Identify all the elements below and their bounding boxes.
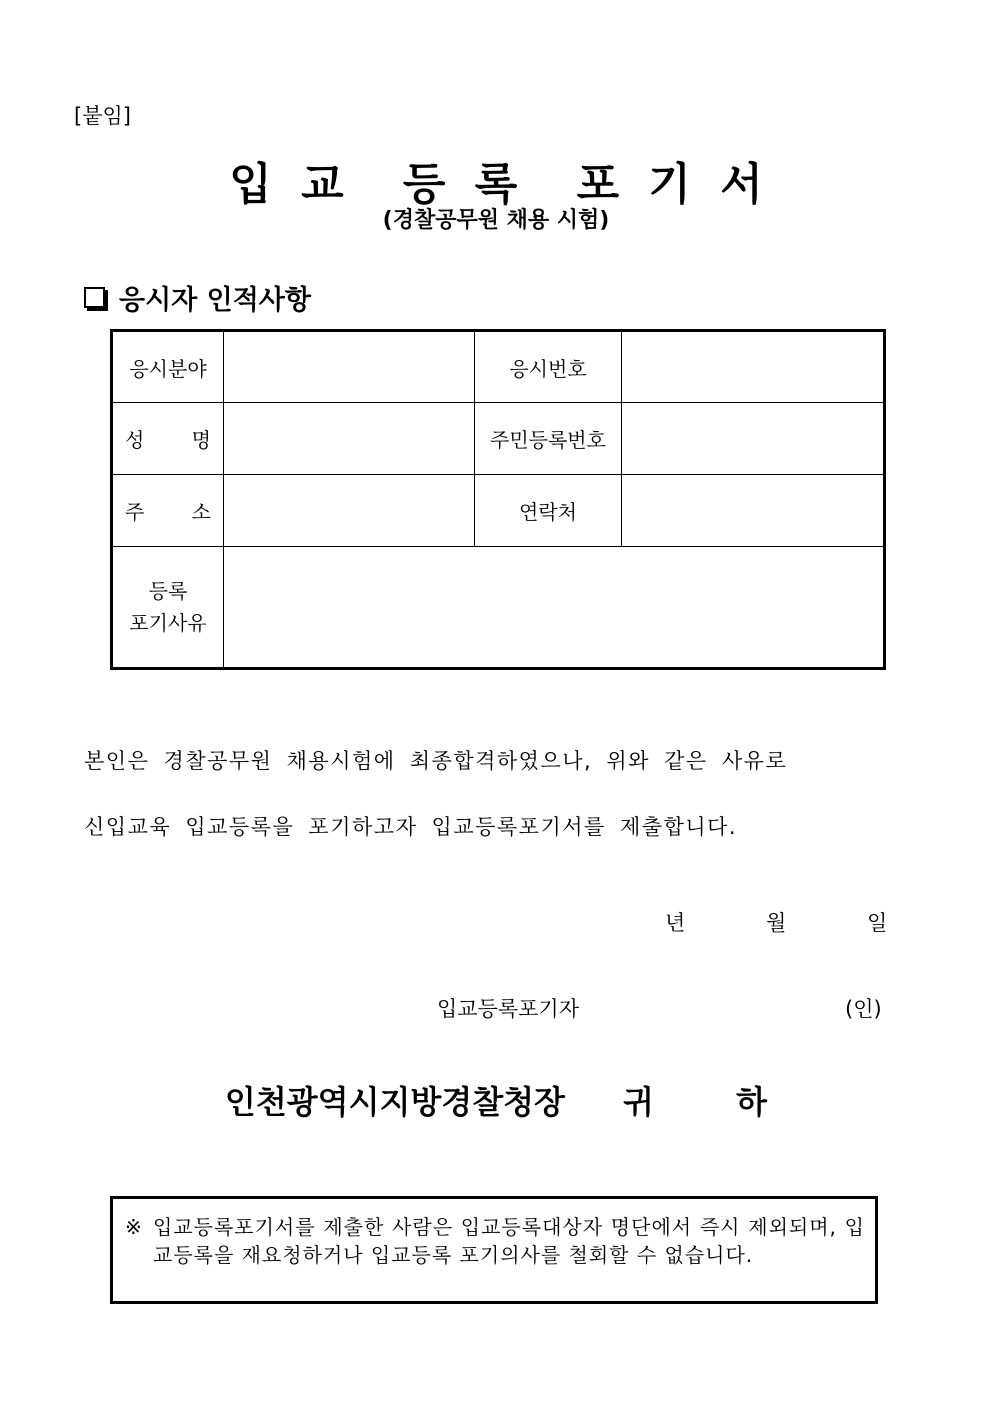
contact-input[interactable]: [622, 475, 885, 547]
reference-mark-icon: ※: [125, 1215, 142, 1239]
section-heading: [84, 278, 311, 317]
label-name: [112, 403, 224, 475]
table-row: [112, 475, 885, 547]
label-name-part: 성: [125, 428, 145, 452]
table-row: [112, 331, 885, 403]
label-address-part: 소: [191, 500, 211, 524]
address-input[interactable]: [224, 475, 475, 547]
label-contact: 연락처: [475, 475, 622, 547]
withdrawal-reason-input[interactable]: [224, 547, 885, 669]
name-input[interactable]: [224, 403, 475, 475]
attachment-label: [붙임]: [74, 104, 131, 128]
table-row: [112, 547, 885, 669]
label-resident-number: 주민등록번호: [475, 403, 622, 475]
label-name-part: 명: [191, 428, 211, 452]
title-part-1: 입 교: [229, 159, 344, 210]
notice-box: [110, 1196, 878, 1304]
label-reason-line2: 포기사유: [129, 611, 207, 635]
applicant-info-table: [110, 329, 886, 670]
table-row: [112, 403, 885, 475]
statement-line-2: 신입교육 입교등록을 포기하고자 입교등록포기서를 제출합니다.: [84, 815, 738, 839]
label-reason-line1: 등록: [148, 579, 188, 603]
checkbox-icon: [84, 287, 105, 308]
recipient-name: 인천광역시지방경찰청장: [224, 1083, 565, 1121]
label-exam-number: 응시번호: [475, 331, 622, 403]
label-address: [112, 475, 224, 547]
exam-field-input[interactable]: [224, 331, 475, 403]
statement-line-1: 본인은 경찰공무원 채용시험에 최종합격하였으나, 위와 같은 사유로: [84, 749, 788, 773]
recipient: [0, 1077, 992, 1123]
notice-text: 입교등록포기서를 제출한 사람은 입교등록대상자 명단에서 즉시 제외되며, 입교등록을 재요청하거나 입교등록 포기의사를 철회할 수 없습니다.: [153, 1215, 865, 1267]
label-address-part: 주: [125, 500, 145, 524]
date-year-label: 년: [665, 911, 686, 935]
section-heading-text: 응시자 인적사항: [119, 285, 311, 316]
title-part-2: 등 록: [402, 159, 518, 210]
label-exam-field: 응시분야: [112, 331, 224, 403]
date-day-label: 일: [867, 911, 888, 935]
resident-number-input[interactable]: [622, 403, 885, 475]
title-part-3: 포 기 서: [576, 159, 763, 210]
document-subtitle: (경찰공무원 채용 시험): [382, 208, 610, 233]
seal-mark: (인): [845, 997, 882, 1021]
signer-label: 입교등록포기자: [437, 997, 580, 1021]
date-month-label: 월: [766, 911, 787, 935]
label-withdrawal-reason: [112, 547, 224, 669]
exam-number-input[interactable]: [622, 331, 885, 403]
recipient-honorific: 귀 하: [622, 1083, 768, 1121]
